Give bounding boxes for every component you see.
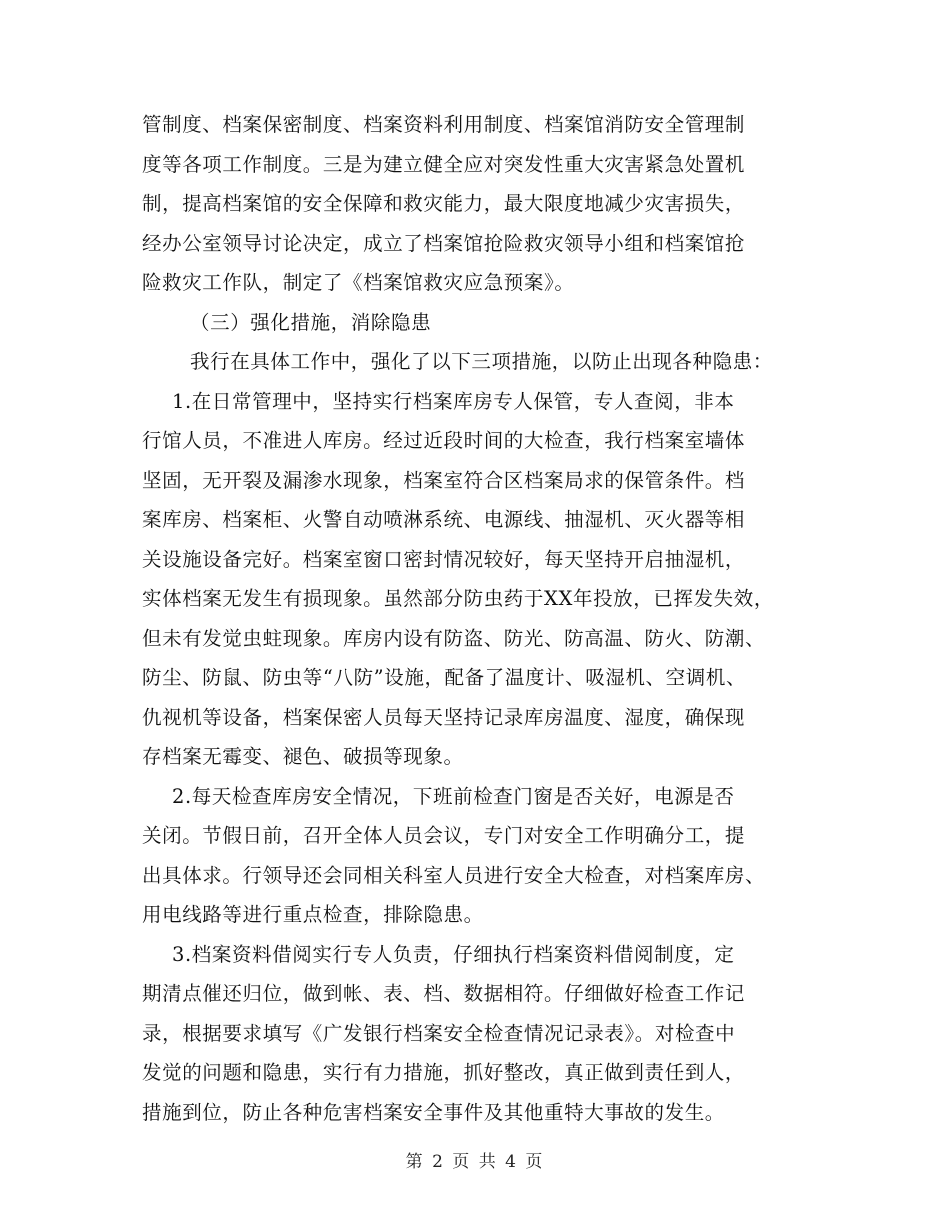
text-line: 坚固，无开裂及漏渗水现象，档案室符合区档案局求的保管条件。档: [142, 468, 746, 492]
text-line: 关闭。节假日前，召开全体人员会议，专门对安全工作明确分工，提: [142, 824, 746, 847]
document-body: [142, 105, 832, 1132]
text-line: 出具体求。行领导还会同相关科室人员进行安全大检查，对档案库房、: [142, 863, 766, 887]
list-item-start: 1.在日常管理中，坚持实行档案库房专人保管，专人查阅，非本: [172, 389, 735, 413]
text-line: 防尘、防鼠、防虫等“八防”设施，配备了温度计、吸湿机、空调机、: [142, 666, 747, 689]
text-line: 用电线路等进行重点检查，排除隐患。: [142, 903, 484, 926]
list-item-start: 3.档案资料借阅实行专人负责，仔细执行档案资料借阅制度，定: [172, 942, 735, 966]
text-line: 案库房、档案柜、火警自动喷淋系统、电源线、抽湿机、灭火器等相: [142, 508, 746, 531]
list-item-start: 2.每天检查库房安全情况，下班前检查门窗是否关好，电源是否: [172, 784, 735, 808]
text-line: 险救灾工作队，制定了《档案馆救灾应急预案》。: [142, 271, 575, 294]
text-line: 我行在具体工作中，强化了以下三项措施，以防止出现各种隐患：: [190, 350, 773, 373]
text-line: 关设施设备完好。档案室窗口密封情况较好，每天坚持开启抽湿机，: [142, 547, 746, 571]
page-number-footer: 第 2 页 共 4 页: [405, 1152, 545, 1172]
text-line: 期清点催还归位，做到帐、表、档、数据相符。仔细做好检查工作记: [142, 982, 746, 1005]
text-line: 经办公室领导讨论决定，成立了档案馆抢险救灾领导小组和档案馆抢: [142, 231, 746, 255]
text-line: 仇视机等设备，档案保密人员每天坚持记录库房温度、湿度，确保现: [142, 705, 746, 729]
text-line: 度等各项工作制度。三是为建立健全应对突发性重大灾害紧急处置机: [142, 152, 746, 176]
text-line: 实体档案无发生有损现象。虽然部分防虫药于XX年投放，已挥发失效，: [142, 587, 774, 610]
text-line: 但未有发觉虫蛀现象。库房内设有防盗、防光、防高温、防火、防潮、: [142, 626, 766, 650]
text-line: 管制度、档案保密制度、档案资料利用制度、档案馆消防安全管理制: [142, 113, 746, 136]
text-line: 录，根据要求填写《广发银行档案安全检查情况记录表》。对检查中: [142, 1021, 736, 1045]
section-heading: （三）强化措施，消除隐患: [190, 310, 432, 334]
text-line: 发觉的问题和隐患，实行有力措施，抓好整改，真正做到责任到人，: [142, 1061, 746, 1084]
text-line: 制，提高档案馆的安全保障和救灾能力，最大限度地减少灾害损失，: [142, 192, 746, 215]
text-line: 行馆人员，不准进人库房。经过近段时间的大检查，我行档案室墙体: [142, 429, 746, 452]
text-line: 措施到位，防止各种危害档案安全事件及其他重特大事故的发生。: [142, 1100, 725, 1124]
text-line: 存档案无霉变、褪色、破损等现象。: [142, 745, 464, 768]
